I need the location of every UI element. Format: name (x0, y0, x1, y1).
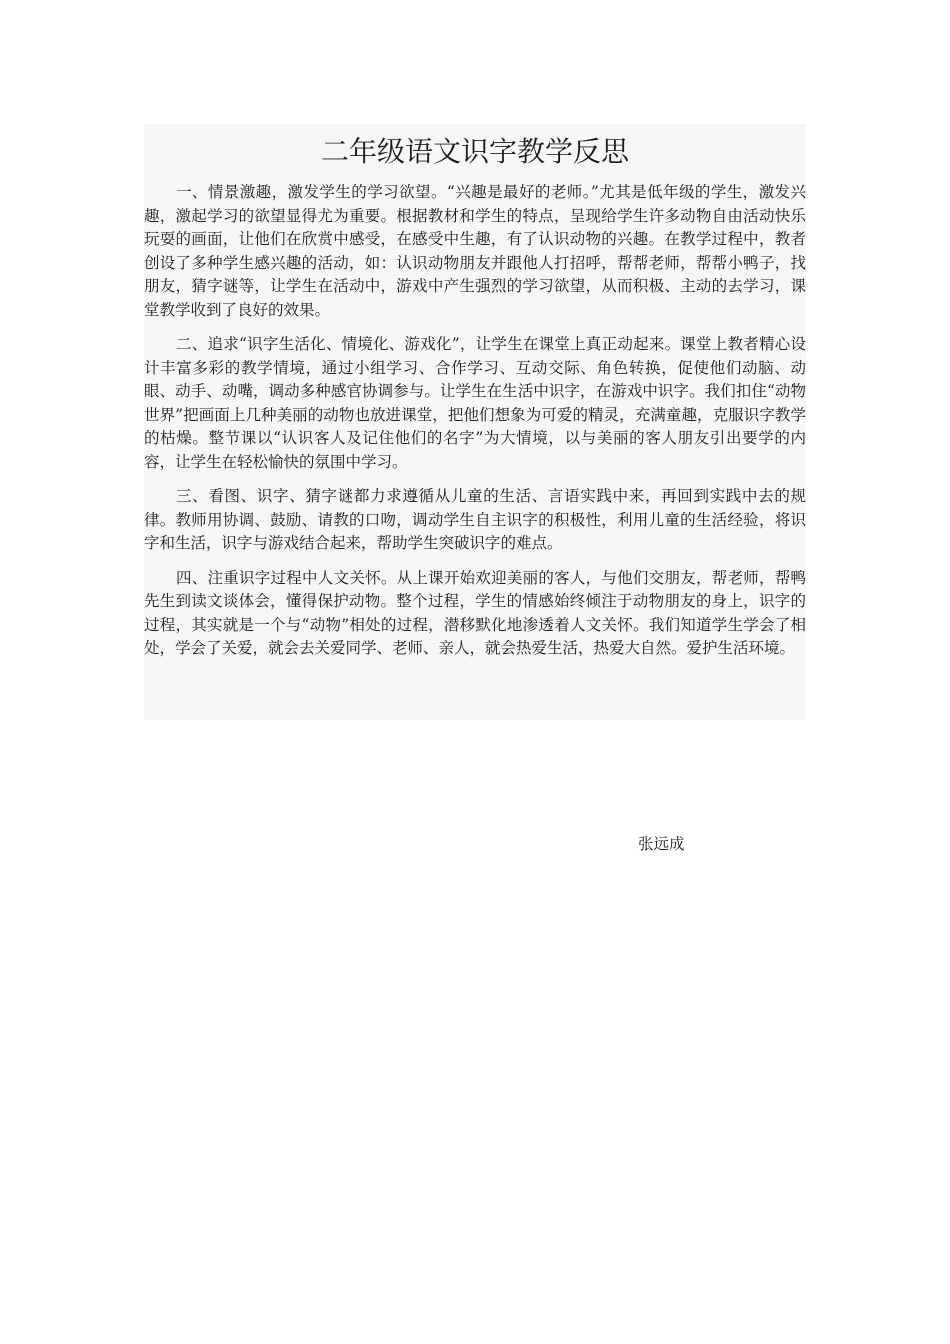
author-signature: 张远成 (638, 835, 685, 853)
paragraph-2: 二、追求“识字生活化、情境化、游戏化”，让学生在课堂上真正动起来。课堂上教者精心设计丰富多彩的教学情境，通过小组学习、合作学习、互动交际、角色转换，促使他们动脑、动眼、动手、动嘴，调动多种感官协调参与。让学生在生活中识字，在游戏中识字。我们扣住“动物世界”把画面上几种美丽的动物也放进课堂，把他们想象为可爱的精灵，充满童趣，克服识字教学的枯燥。整节课以“认识客人及记住他们的名字”为大情境，以与美丽的客人朋友引出要学的内容，让学生在轻松愉快的氛围中学习。 (144, 335, 806, 471)
document-body (144, 124, 806, 720)
document-title: 二年级语文识字教学反思 (320, 135, 629, 168)
paragraph-4: 四、注重识字过程中人文关怀。从上课开始欢迎美丽的客人，与他们交朋友，帮老师，帮鸭先生到读文谈体会，懂得保护动物。整个过程，学生的情感始终倾注于动物朋友的身上，识字的过程，其实就是一个与“动物”相处的过程，潜移默化地渗透着人文关怀。我们知道学生学会了相处，学会了关爱，就会去关爱同学、老师、亲人，就会热爱生活，热爱大自然。爱护生活环境。 (144, 568, 806, 657)
paragraph-3: 三、看图、识字、猜字谜都力求遵循从儿童的生活、言语实践中来，再回到实践中去的规律。教师用协调、鼓励、请教的口吻，调动学生自主识字的积极性，利用儿童的生活经验，将识字和生活，识字与游戏结合起来，帮助学生突破识字的难点。 (144, 487, 806, 552)
paragraph-1: 一、情景激趣，激发学生的学习欲望。“兴趣是最好的老师。”尤其是低年级的学生，激发兴趣，激起学习的欲望显得尤为重要。根据教材和学生的特点，呈现给学生许多动物自由活动快乐玩耍的画面，让他们在欣赏中感受，在感受中生趣，有了认识动物的兴趣。在教学过程中，教者创设了多种学生感兴趣的活动，如：认识动物朋友并跟他人打招呼，帮帮老师，帮帮小鸭子，找朋友，猜字谜等，让学生在活动中，游戏中产生强烈的学习欲望，从而积极、主动的去学习，课堂教学收到了良好的效果。 (144, 183, 806, 319)
